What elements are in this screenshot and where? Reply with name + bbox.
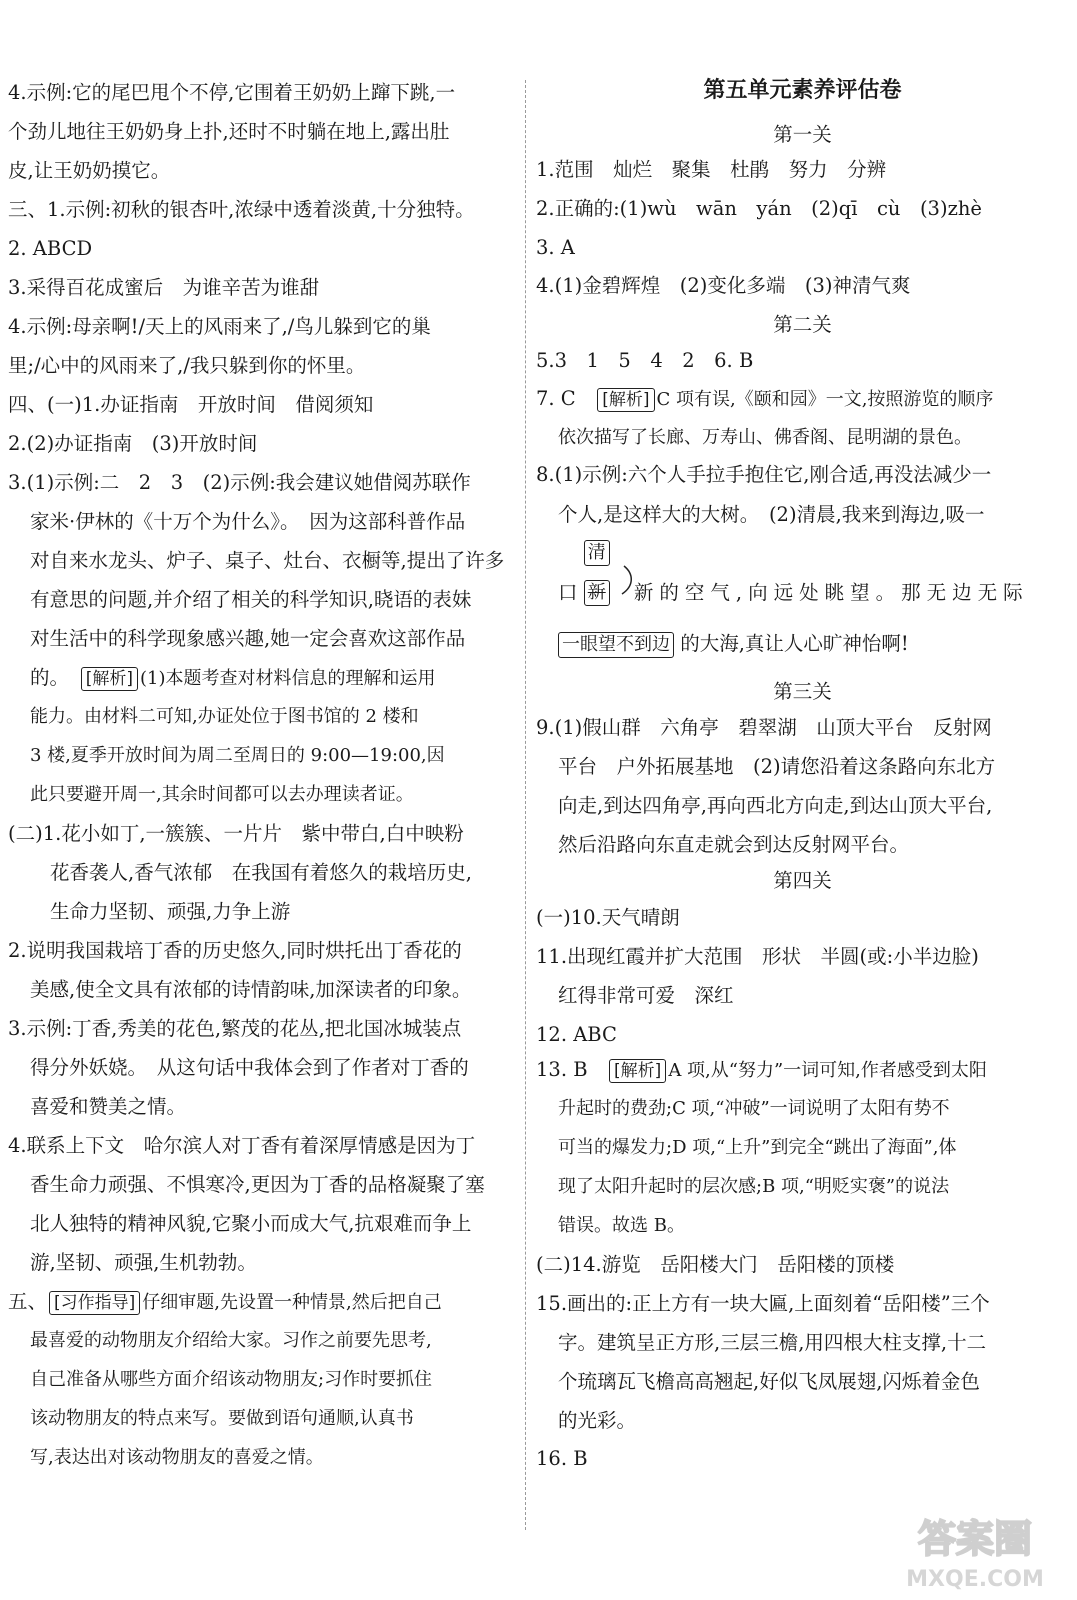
revision-curl-icon	[620, 564, 636, 596]
text-line: 北人独特的精神风貌,它聚小而成大气,抗艰难而争上	[30, 1212, 472, 1235]
section-heading: 第一关	[773, 123, 832, 146]
line-prefix: 的。	[30, 666, 79, 689]
text-line: 16. B	[536, 1447, 588, 1470]
svg-text:答案圈: 答案圈	[917, 1517, 1033, 1561]
text-line: 5.3 1 5 4 2 6. B	[536, 349, 754, 372]
text-line: 最喜爱的动物朋友介绍给大家。习作之前要先思考,	[30, 1330, 432, 1351]
line-prefix: 13. B	[536, 1058, 608, 1081]
text-line: 9.(1)假山群 六角亭 碧翠湖 山顶大平台 反射网	[536, 716, 992, 739]
text-line: 自己准备从哪些方面介绍该动物朋友;习作时要抓住	[30, 1369, 433, 1390]
text-line: 香生命力顽强、不惧寒冷,更因为丁香的品格凝聚了塞	[30, 1173, 485, 1196]
text-line: (二)1.花小如丁,一簇簇、一片片 紫中带白,白中映粉	[8, 822, 464, 845]
text-line: 错误。故选 B。	[558, 1215, 685, 1236]
text-line: 1.范围 灿烂 聚集 杜鹃 努力 分辨	[536, 158, 887, 181]
text-line: 写,表达出对该动物朋友的喜爱之情。	[30, 1447, 324, 1468]
text-line: 4.示例:它的尾巴甩个不停,它围着王奶奶上蹿下跳,一	[8, 81, 456, 104]
text-line: 个劲儿地往王奶奶身上扑,还时不时躺在地上,露出肚	[8, 120, 450, 143]
text-line: 2.正确的:(1)wù wān yán (2)qī cù (3)zhè	[536, 197, 982, 220]
line-rest: A 项,从“努力”一词可知,作者感受到太阳	[668, 1060, 987, 1081]
text-line: 升起时的费劲;C 项,“冲破”一词说明了太阳有势不	[558, 1098, 950, 1119]
text-line: 4.示例:母亲啊!/天上的风雨来了,/鸟儿躲到它的巢	[8, 315, 431, 338]
text-line: 四、(一)1.办证指南 开放时间 借阅须知	[8, 393, 374, 416]
line-prefix: 五、	[8, 1290, 48, 1313]
line-rest: C 项有误,《颐和园》一文,按照游览的顺序	[656, 389, 994, 410]
annotated-line	[536, 1055, 987, 1085]
text-line: 4.联系上下文 哈尔滨人对丁香有着深厚情感是因为丁	[8, 1134, 476, 1157]
text-line: 此只要避开周一,其余时间都可以去办理读者证。	[30, 784, 414, 805]
text-line: 3.采得百花成蜜后 为谁辛苦为谁甜	[8, 276, 320, 299]
text-line: 4.(1)金碧辉煌 (2)变化多端 (3)神清气爽	[536, 274, 911, 297]
text-line: 然后沿路向东直走就会到达反射网平台。	[558, 833, 910, 856]
section-heading: 第二关	[773, 313, 832, 336]
column-divider	[525, 80, 526, 1530]
insert-line	[558, 629, 909, 659]
struck-char-box: 新	[584, 580, 610, 606]
text-line: 皮,让王奶奶摸它。	[8, 159, 171, 182]
text-line: (一)10.天气晴朗	[536, 906, 680, 929]
annotated-line	[30, 663, 436, 693]
annotated-line	[8, 1287, 442, 1317]
text-line: 能力。由材料二可知,办证处位于图书馆的 2 楼和	[30, 706, 419, 727]
annotated-line	[536, 384, 993, 414]
text-line: 该动物朋友的特点来写。要做到语句通顺,认真书	[30, 1408, 414, 1429]
inserted-char-box: 清	[584, 540, 610, 566]
text-line: 对自来水龙头、炉子、桌子、灶台、衣橱等,提出了许多	[30, 549, 505, 572]
text-line: 3.(1)示例:二 2 3 (2)示例:我会建议她借阅苏联作	[8, 471, 471, 494]
text-line: 喜爱和赞美之情。	[30, 1095, 187, 1118]
page-title: 第五单元素养评估卷	[703, 78, 902, 103]
text-line: 花香袭人,香气浓郁 在我国有着悠久的栽培历史,	[50, 861, 472, 884]
text-line: 3.示例:丁香,秀美的花色,繁茂的花丛,把北国冰城装点	[8, 1017, 462, 1040]
text-line: 美感,使全文具有浓郁的诗情韵味,加深读者的印象。	[30, 978, 472, 1001]
analysis-label: [解析]	[81, 667, 138, 691]
text-line: 依次描写了长廊、万寿山、佛香阁、昆明湖的景色。	[558, 427, 972, 448]
text-line: 12. ABC	[536, 1023, 617, 1046]
text-line: 生命力坚韧、顽强,力争上游	[50, 900, 291, 923]
revision-prefix: 口	[558, 581, 578, 604]
revision-mark	[584, 542, 628, 608]
revision-line	[558, 542, 1029, 608]
text-line: (二)14.游览 岳阳楼大门 岳阳楼的顶楼	[536, 1253, 895, 1276]
text-line: 向走,到达四角亭,再向西北方向走,到达山顶大平台,	[558, 794, 993, 817]
insert-line-rest: 的大海,真让人心旷神怡啊!	[680, 632, 909, 655]
text-line: 三、1.示例:初秋的银杏叶,浓绿中透着淡黄,十分独特。	[8, 198, 475, 221]
text-line: 里;/心中的风雨来了,/我只躲到你的怀里。	[8, 354, 366, 377]
text-line: 个人,是这样大的大树。 (2)清晨,我来到海边,吸一	[558, 503, 985, 526]
line-rest: (1)本题考查对材料信息的理解和运用	[140, 668, 436, 689]
text-line: 字。建筑呈正方形,三层三檐,用四根大柱支撑,十二	[558, 1331, 987, 1354]
text-line: 2.(2)办证指南 (3)开放时间	[8, 432, 258, 455]
text-line: 家米·伊林的《十万个为什么》。 因为这部科普作品	[30, 510, 466, 533]
inserted-phrase-box: 一眼望不到边	[558, 632, 674, 658]
watermark-logo	[880, 1510, 1070, 1595]
text-line: 可当的爆发力;D 项,“上升”到完全“跳出了海面”,体	[558, 1137, 957, 1158]
line-rest: 仔细审题,先设置一种情景,然后把自己	[142, 1292, 442, 1313]
text-line: 得分外妖娆。 从这句话中我体会到了作者对丁香的	[30, 1056, 469, 1079]
text-line: 红得非常可爱 深红	[558, 984, 734, 1007]
analysis-label: [习作指导]	[49, 1291, 140, 1315]
revision-rest: 新的空气,向远处眺望。那无边无际	[633, 581, 1029, 604]
text-line: 8.(1)示例:六个人手拉手抱住它,刚合适,再没法减少一	[536, 463, 992, 486]
text-line: 15.画出的:正上方有一块大匾,上面刻着“岳阳楼”三个	[536, 1292, 990, 1315]
text-line: 3 楼,夏季开放时间为周二至周日的 9:00—19:00,因	[30, 745, 445, 766]
text-line: 2. ABCD	[8, 237, 93, 260]
text-line: 现了太阳升起时的层次感;B 项,“明贬实褒”的说法	[558, 1176, 950, 1197]
text-line: 11.出现红霞并扩大范围 形状 半圆(或:小半边脸)	[536, 945, 979, 968]
text-line: 2.说明我国栽培丁香的历史悠久,同时烘托出丁香花的	[8, 939, 462, 962]
text-line: 对生活中的科学现象感兴趣,她一定会喜欢这部作品	[30, 627, 466, 650]
line-prefix: 7. C	[536, 387, 596, 410]
text-line: 游,坚韧、顽强,生机勃勃。	[30, 1251, 257, 1274]
section-heading: 第四关	[773, 869, 832, 892]
analysis-label: [解析]	[597, 388, 654, 412]
svg-text:MXQE.COM: MXQE.COM	[906, 1567, 1044, 1592]
text-line: 3. A	[536, 236, 575, 259]
text-line: 个琉璃瓦飞檐高高翘起,好似飞凤展翅,闪烁着金色	[558, 1370, 980, 1393]
text-line: 平台 户外拓展基地 (2)请您沿着这条路向东北方	[558, 755, 996, 778]
analysis-label: [解析]	[609, 1059, 666, 1083]
text-line: 的光彩。	[558, 1409, 637, 1432]
text-line: 有意思的问题,并介绍了相关的科学知识,晓语的表妹	[30, 588, 472, 611]
section-heading: 第三关	[773, 680, 832, 703]
